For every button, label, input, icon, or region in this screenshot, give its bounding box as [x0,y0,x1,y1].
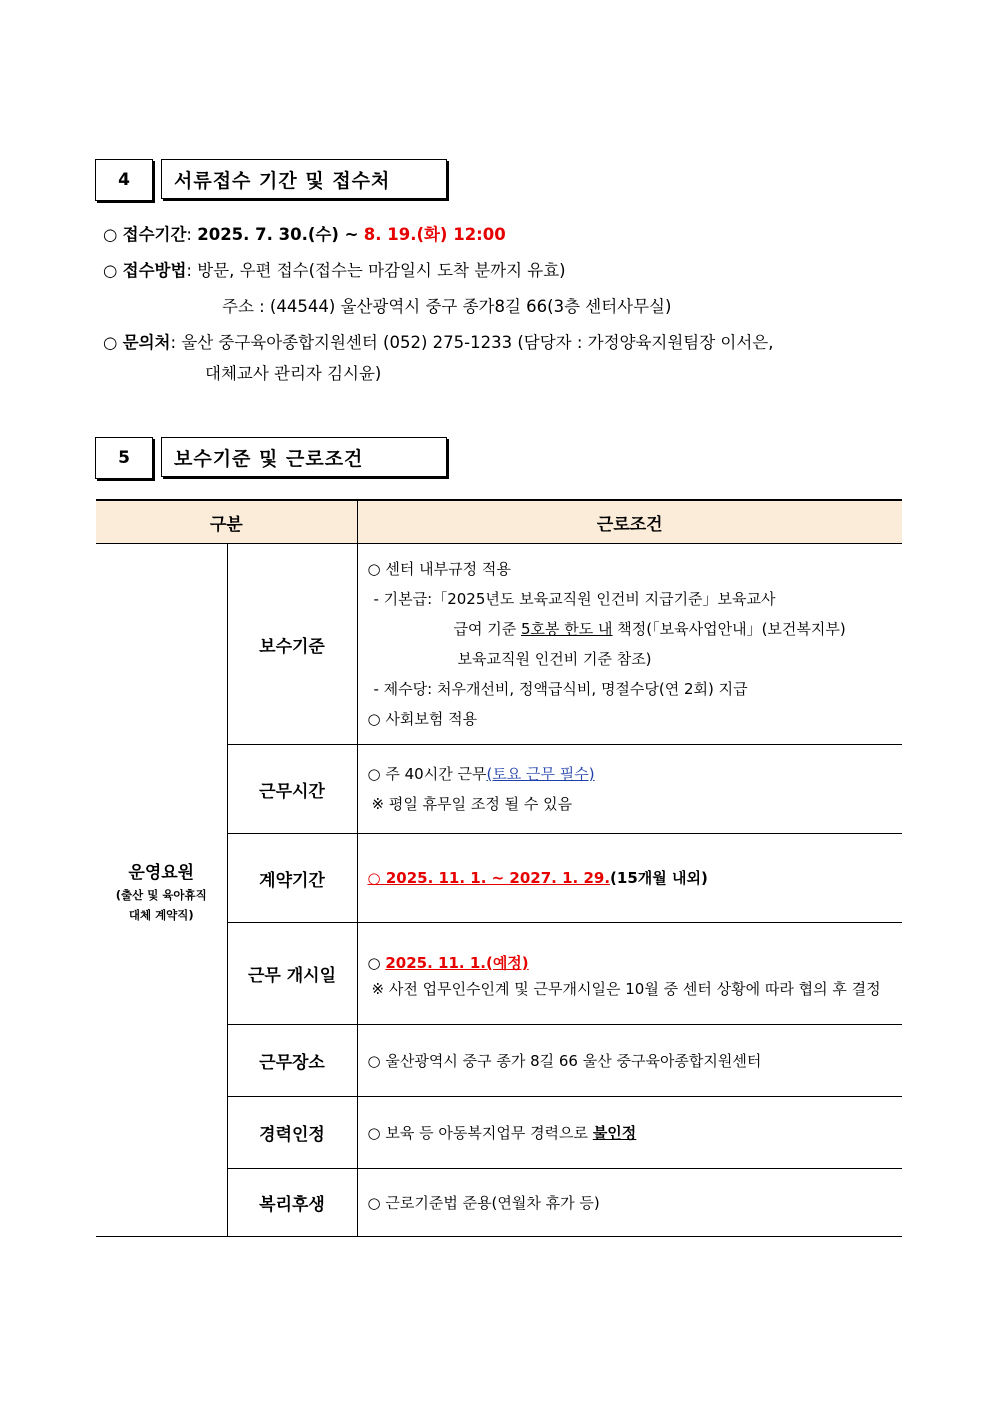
pay-line-5: - 제수당: 처우개선비, 정액급식비, 명절수당(연 2회) 지급 [373,680,748,698]
hours-line-2: ※ 평일 휴무일 조정 될 수 있음 [371,795,573,813]
not-recognized: 불인정 [592,1123,637,1142]
welfare-text: ○ 근로기준법 준용(연월차 휴가 등) [367,1193,600,1212]
period-start: 2025. 7. 30.(수) ~ [197,225,359,244]
section-title: 보수기준 및 근로조건 [161,437,447,477]
place-cell [357,1025,902,1097]
period-label: 접수기간 [122,225,187,244]
contract-note: (15개월 내외) [610,869,708,887]
pay-step-limit: 5호봉 한도 내 [521,620,613,638]
welfare-cell [357,1169,902,1237]
saturday-required: (토요 근무 필수) [486,765,595,783]
method-label: 접수방법 [122,261,187,280]
hours-line-1: ○ 주 40시간 근무(토요 근무 필수) [367,765,595,783]
contract-period: 2025. 11. 1. ~ 2027. 1. 29. [380,869,611,887]
start-line-1: ○ 2025. 11. 1.(예정) [367,953,529,972]
method-text: 방문, 우편 접수(접수는 마감일시 도착 분까지 유효) [197,261,566,280]
pay-line-2: - 기본급:「2025년도 보육교직원 인건비 지급기준」보육교사 [373,590,776,608]
group-cell [96,544,227,1237]
period-end: 8. 19.(화) 12:00 [363,225,506,244]
period-line: ○ 접수기간: 2025. 7. 30.(수) ~ 8. 19.(화) 12:00 [103,225,506,244]
row-label: 근무장소 [227,1025,357,1097]
section-number: 5 [95,437,153,479]
career-text: ○ 보육 등 아동복지업무 경력으로 불인정 [367,1123,637,1142]
header-category: 구분 [96,500,357,544]
pay-line-4: 보육교직원 인건비 기준 참조) [457,650,652,668]
conditions-table [96,499,902,1237]
row-label: 보수기준 [227,544,357,745]
contact-line: ○ 문의처: 울산 중구육아종합지원센터 (052) 275-1233 (담당자 : 가정양육지원팀장 이서은, [103,333,774,352]
header-conditions: 근로조건 [357,500,902,544]
pay-line-1: ○ 센터 내부규정 적용 [367,560,511,578]
method-line: ○ 접수방법: 방문, 우편 접수(접수는 마감일시 도착 분까지 유효) [103,261,566,280]
start-note: ※ 사전 업무인수인계 및 근무개시일은 10월 중 센터 상황에 따라 협의 후 결정 [371,979,881,998]
address-line: 주소 : (44544) 울산광역시 중구 종가8길 66(3층 센터사무실) [222,297,672,316]
start-cell [357,923,902,1025]
contact-line-2: 대체교사 관리자 김시윤) [205,364,382,383]
group-main: 운영요원 [128,862,195,883]
table-row [96,544,902,745]
row-label: 경력인정 [227,1097,357,1169]
row-label: 근무시간 [227,745,357,834]
start-date: 2025. 11. 1.(예정) [385,953,529,972]
row-label: 근무 개시일 [227,923,357,1025]
table-header-row [96,500,902,544]
group-sub-2: 대체 계약직) [128,907,194,922]
place-text: ○ 울산광역시 중구 종가 8길 66 울산 중구육아종합지원센터 [367,1051,762,1070]
contact-label: 문의처 [122,333,171,352]
pay-cell [357,544,902,745]
row-label: 복리후생 [227,1169,357,1237]
pay-line-3: 급여 기준 5호봉 한도 내 책정(「보육사업안내」(보건복지부) [453,620,846,638]
group-sub-1: (출산 및 육아휴직 [115,887,207,902]
pay-line-6: ○ 사회보험 적용 [367,710,478,728]
contract-line: ○ 2025. 11. 1. ~ 2027. 1. 29.(15개월 내외) [367,869,708,887]
section-title: 서류접수 기간 및 접수처 [161,159,447,199]
contact-text: 울산 중구육아종합지원센터 (052) 275-1233 (담당자 : 가정양육지원팀장 이서은, [181,333,774,352]
section-number: 4 [95,159,153,201]
contract-cell [357,834,902,923]
hours-cell [357,745,902,834]
row-label: 계약기간 [227,834,357,923]
career-cell [357,1097,902,1169]
